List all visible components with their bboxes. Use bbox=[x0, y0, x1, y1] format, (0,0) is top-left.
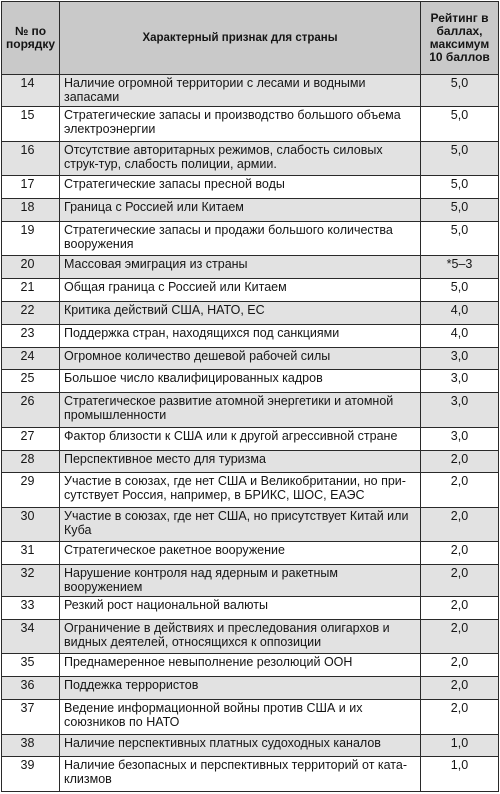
row-rating: 5,0 bbox=[421, 278, 499, 301]
row-rating: 2,0 bbox=[421, 450, 499, 473]
row-number: 33 bbox=[2, 597, 60, 620]
row-feature: Граница с Россией или Китаем bbox=[60, 198, 421, 221]
row-feature: Участие в союзах, где нет США и Великобритании, но при-сутствует Россия, например, в БРИКС, ШОС, ЕАЭС bbox=[60, 473, 421, 507]
row-rating: 2,0 bbox=[421, 700, 499, 734]
row-rating: 4,0 bbox=[421, 301, 499, 324]
row-rating: 2,0 bbox=[421, 654, 499, 677]
row-number: 30 bbox=[2, 507, 60, 541]
row-feature: Преднамеренное невыполнение резолюций ООН bbox=[60, 654, 421, 677]
row-number: 23 bbox=[2, 324, 60, 347]
table-row bbox=[2, 565, 499, 597]
row-rating: 3,0 bbox=[421, 370, 499, 393]
row-number: 15 bbox=[2, 107, 60, 141]
row-feature: Нарушение контроля над ядерным и ракетным вооружением bbox=[60, 565, 421, 597]
row-feature: Общая граница с Россией или Китаем bbox=[60, 278, 421, 301]
table-row bbox=[2, 654, 499, 677]
table-row bbox=[2, 256, 499, 279]
table-row bbox=[2, 393, 499, 427]
table-row bbox=[2, 620, 499, 654]
row-number: 29 bbox=[2, 473, 60, 507]
row-number: 28 bbox=[2, 450, 60, 473]
row-number: 35 bbox=[2, 654, 60, 677]
row-number: 18 bbox=[2, 198, 60, 221]
row-rating: 5,0 bbox=[421, 175, 499, 198]
row-feature: Наличие перспективных платных судоходных каналов bbox=[60, 734, 421, 757]
row-feature: Стратегические запасы пресной воды bbox=[60, 175, 421, 198]
row-number: 37 bbox=[2, 700, 60, 734]
header-row bbox=[2, 2, 499, 75]
table-row bbox=[2, 507, 499, 541]
row-number: 39 bbox=[2, 757, 60, 792]
row-feature: Стратегические запасы и продажи большого количества вооружения bbox=[60, 221, 421, 255]
row-feature: Отсутствие авторитарных режимов, слабость силовых струк-тур, слабость полиции, армии. bbox=[60, 141, 421, 175]
row-rating: 3,0 bbox=[421, 347, 499, 370]
row-feature: Большое число квалифицированных кадров bbox=[60, 370, 421, 393]
row-feature: Ограничение в действиях и преследования олигархов и видных деятелей, относящихся к оппозиции bbox=[60, 620, 421, 654]
rating-table bbox=[1, 1, 499, 792]
row-rating: 2,0 bbox=[421, 542, 499, 565]
row-rating: 3,0 bbox=[421, 393, 499, 427]
row-number: 25 bbox=[2, 370, 60, 393]
row-feature: Участие в союзах, где нет США, но присутствует Китай или Куба bbox=[60, 507, 421, 541]
row-number: 17 bbox=[2, 175, 60, 198]
row-feature: Стратегические запасы и производство большого объема электроэнергии bbox=[60, 107, 421, 141]
row-feature: Критика действий США, НАТО, ЕС bbox=[60, 301, 421, 324]
row-number: 19 bbox=[2, 221, 60, 255]
table-row bbox=[2, 542, 499, 565]
row-number: 36 bbox=[2, 677, 60, 700]
row-number: 24 bbox=[2, 347, 60, 370]
table-row bbox=[2, 370, 499, 393]
row-rating: *5–3 bbox=[421, 256, 499, 279]
row-rating: 2,0 bbox=[421, 677, 499, 700]
row-feature: Фактор близости к США или к другой агрессивной стране bbox=[60, 427, 421, 450]
table-row bbox=[2, 677, 499, 700]
row-rating: 2,0 bbox=[421, 620, 499, 654]
row-number: 20 bbox=[2, 256, 60, 279]
table-row bbox=[2, 324, 499, 347]
header-rating: Рейтинг в баллах, максимум 10 баллов bbox=[421, 2, 499, 75]
row-feature: Перспективное место для туризма bbox=[60, 450, 421, 473]
table-row bbox=[2, 198, 499, 221]
row-feature: Наличие безопасных и перспективных территорий от ката-клизмов bbox=[60, 757, 421, 792]
row-rating: 3,0 bbox=[421, 427, 499, 450]
row-number: 31 bbox=[2, 542, 60, 565]
row-number: 16 bbox=[2, 141, 60, 175]
row-rating: 5,0 bbox=[421, 221, 499, 255]
row-feature: Стратегическое развитие атомной энергетики и атомной промышленности bbox=[60, 393, 421, 427]
row-feature: Огромное количество дешевой рабочей силы bbox=[60, 347, 421, 370]
row-number: 32 bbox=[2, 565, 60, 597]
row-rating: 5,0 bbox=[421, 198, 499, 221]
row-rating: 2,0 bbox=[421, 473, 499, 507]
table-row bbox=[2, 597, 499, 620]
row-rating: 5,0 bbox=[421, 141, 499, 175]
table-row bbox=[2, 450, 499, 473]
table-row bbox=[2, 175, 499, 198]
row-number: 27 bbox=[2, 427, 60, 450]
row-rating: 2,0 bbox=[421, 597, 499, 620]
row-feature: Поддежка террористов bbox=[60, 677, 421, 700]
table-row bbox=[2, 700, 499, 734]
table-row bbox=[2, 757, 499, 792]
table-row bbox=[2, 301, 499, 324]
row-rating: 2,0 bbox=[421, 565, 499, 597]
row-number: 22 bbox=[2, 301, 60, 324]
table-row bbox=[2, 347, 499, 370]
row-feature: Поддержка стран, находящихся под санкциями bbox=[60, 324, 421, 347]
row-rating: 5,0 bbox=[421, 107, 499, 141]
header-feature: Характерный признак для страны bbox=[60, 2, 421, 75]
table-row bbox=[2, 221, 499, 255]
row-rating: 1,0 bbox=[421, 757, 499, 792]
row-rating: 2,0 bbox=[421, 507, 499, 541]
table-row bbox=[2, 473, 499, 507]
header-number: № по порядку bbox=[2, 2, 60, 75]
row-feature: Массовая эмиграция из страны bbox=[60, 256, 421, 279]
row-number: 21 bbox=[2, 278, 60, 301]
table-row bbox=[2, 278, 499, 301]
row-number: 26 bbox=[2, 393, 60, 427]
table-row bbox=[2, 734, 499, 757]
row-feature: Резкий рост национальной валюты bbox=[60, 597, 421, 620]
row-feature: Ведение информационной войны против США и их союзников по НАТО bbox=[60, 700, 421, 734]
row-number: 34 bbox=[2, 620, 60, 654]
row-feature: Стратегическое ракетное вооружение bbox=[60, 542, 421, 565]
table-row bbox=[2, 107, 499, 141]
row-rating: 1,0 bbox=[421, 734, 499, 757]
table-row bbox=[2, 75, 499, 107]
row-feature: Наличие огромной территории с лесами и водными запасами bbox=[60, 75, 421, 107]
row-rating: 5,0 bbox=[421, 75, 499, 107]
row-number: 14 bbox=[2, 75, 60, 107]
table-row bbox=[2, 427, 499, 450]
table-row bbox=[2, 141, 499, 175]
row-number: 38 bbox=[2, 734, 60, 757]
row-rating: 4,0 bbox=[421, 324, 499, 347]
